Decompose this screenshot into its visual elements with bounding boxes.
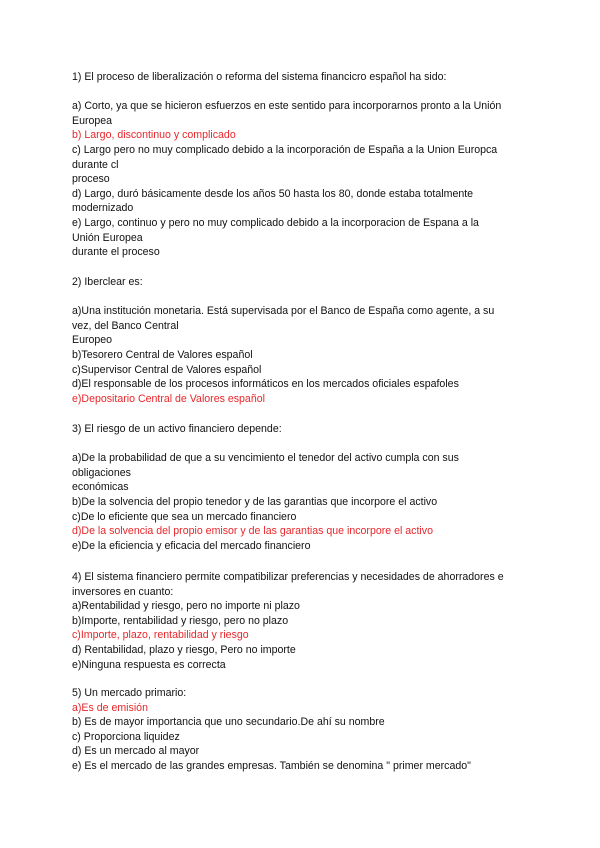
- option-line: e) Largo, continuo y pero no muy complicado debido a la incorporacion de Espana a la: [72, 216, 479, 229]
- question-1-prompt: 1) El proceso de liberalización o reforma del sistema financicro español ha sido:: [72, 71, 447, 83]
- option-line: c)De lo eficiente que sea un mercado financiero: [72, 510, 297, 523]
- option-line: d) Es un mercado al mayor: [72, 745, 200, 758]
- option-line: e)De la eficiencia y eficacia del mercado financiero: [72, 539, 311, 552]
- option-line: obligaciones: [72, 466, 131, 479]
- question-3-prompt: 3) El riesgo de un activo financiero depende:: [72, 423, 282, 435]
- question-3: [72, 422, 537, 553]
- option-line: Unión Europea: [72, 231, 143, 244]
- option-line: a)De la probabilidad de que a su vencimiento el tenedor del activo cumpla con sus: [72, 452, 459, 465]
- correct-answer: c)Importe, plazo, rentabilidad y riesgo: [72, 629, 249, 642]
- option-line: e)Ninguna respuesta es correcta: [72, 658, 226, 671]
- question-2: [72, 275, 537, 406]
- option-line: d) Rentabilidad, plazo y riesgo, Pero no importe: [72, 643, 296, 656]
- option-line: c) Largo pero no muy complicado debido a la incorporación de España a la Union Europca: [72, 143, 498, 156]
- option-line: económicas: [72, 481, 129, 494]
- correct-answer: a)Es de emisión: [72, 701, 148, 714]
- option-line: c)Supervisor Central de Valores español: [72, 363, 262, 376]
- option-line: proceso: [72, 173, 110, 186]
- option-line: modernizado: [72, 202, 134, 215]
- option-line: a) Corto, ya que se hicieron esfuerzos en este sentido para incorporarnos pronto a la Unión: [72, 100, 502, 113]
- question-2-prompt: 2) Iberclear es:: [72, 276, 143, 288]
- option-line: b) Es de mayor importancia que uno secundario.De ahí su nombre: [72, 716, 385, 729]
- option-line: a)Una institución monetaria. Está supervisada por el Banco de España como agente, a su: [72, 305, 495, 318]
- option-line: b)Importe, rentabilidad y riesgo, pero no plazo: [72, 614, 289, 627]
- question-1: [72, 70, 537, 260]
- option-line: Europea: [72, 114, 113, 127]
- option-line: durante el proceso: [72, 246, 160, 259]
- option-line: e) Es el mercado de las grandes empresas. También se denomina " primer mercado": [72, 759, 471, 772]
- correct-answer: d)De la solvencia del propio emisor y de las garantias que incorpore el activo: [72, 525, 433, 538]
- option-line: Europeo: [72, 334, 113, 347]
- option-line: b)De la solvencia del propio tenedor y de las garantias que incorpore el activo: [72, 495, 438, 508]
- option-line: vez, del Banco Central: [72, 319, 179, 332]
- correct-answer: e)Depositario Central de Valores español: [72, 392, 265, 405]
- question-4-prompt-cont: inversores en cuanto:: [72, 585, 174, 598]
- correct-answer: b) Largo, discontinuo y complicado: [72, 129, 236, 142]
- option-line: d)El responsable de los procesos informáticos en los mercados oficiales espafoles: [72, 378, 459, 391]
- question-4: [72, 570, 537, 672]
- question-5-prompt: 5) Un mercado primario:: [72, 687, 187, 699]
- option-line: a)Rentabilidad y riesgo, pero no importe ni plazo: [72, 600, 300, 613]
- option-line: d) Largo, duró básicamente desde los años 50 hasta los 80, donde estaba totalmente: [72, 187, 474, 200]
- option-line: b)Tesorero Central de Valores español: [72, 348, 253, 361]
- option-line: c) Proporciona liquidez: [72, 730, 180, 743]
- option-line: durante cl: [72, 158, 119, 171]
- question-5: [72, 686, 537, 774]
- question-4-prompt: 4) El sistema financiero permite compatibilizar preferencias y necesidades de ahorradores e: [72, 571, 504, 583]
